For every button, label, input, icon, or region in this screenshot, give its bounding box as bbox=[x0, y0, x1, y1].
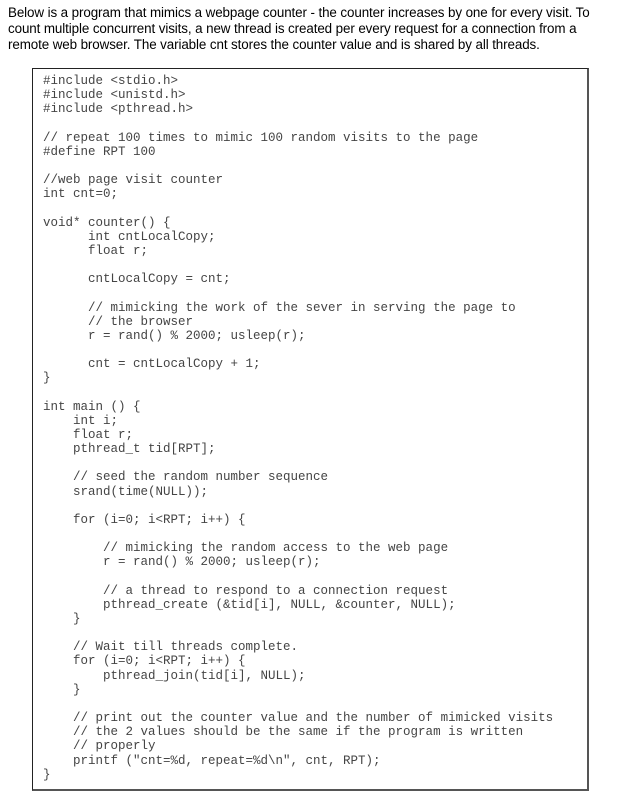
code-line: //web page visit counter bbox=[43, 173, 224, 188]
intro-line: Below is a program that mimics a webpage counter - the counter increases by one for every visit. To bbox=[8, 5, 590, 20]
code-line: pthread_t tid[RPT]; bbox=[43, 442, 216, 457]
code-line: pthread_create (&tid[i], NULL, &counter, NULL); bbox=[43, 597, 456, 612]
code-line bbox=[43, 201, 553, 215]
code-line: srand(time(NULL)); bbox=[43, 484, 209, 499]
code-line bbox=[43, 286, 553, 300]
code-line: float r; bbox=[43, 243, 149, 258]
code-line: void* counter() { bbox=[43, 215, 171, 230]
intro-paragraph bbox=[8, 5, 628, 53]
code-line: #include <stdio.h> bbox=[43, 74, 179, 88]
code-line: int main () { bbox=[43, 399, 141, 414]
code-line bbox=[43, 499, 553, 513]
code-line: // mimicking the work of the sever in serving the page to bbox=[43, 300, 516, 315]
code-line: // a thread to respond to a connection request bbox=[43, 583, 449, 598]
code-line: r = rand() % 2000; usleep(r); bbox=[43, 555, 321, 570]
code-line: int cntLocalCopy; bbox=[43, 229, 216, 244]
code-line: } bbox=[43, 371, 51, 386]
code-line bbox=[43, 116, 553, 130]
code-line bbox=[43, 258, 553, 272]
code-line: pthread_join(tid[i], NULL); bbox=[43, 668, 306, 683]
code-line: // the 2 values should be the same if the program is written bbox=[43, 725, 524, 740]
intro-line: count multiple concurrent visits, a new thread is created per every request for a connection from a bbox=[8, 21, 577, 36]
code-line: for (i=0; i<RPT; i++) { bbox=[43, 512, 246, 527]
code-line: printf ("cnt=%d, repeat=%d\n", cnt, RPT); bbox=[43, 753, 381, 768]
code-line: // mimicking the random access to the web page bbox=[43, 541, 449, 556]
code-line: float r; bbox=[43, 427, 134, 442]
code-line bbox=[43, 626, 553, 640]
code-line: // properly bbox=[43, 739, 156, 754]
code-line: // seed the random number sequence bbox=[43, 470, 329, 485]
code-line bbox=[43, 569, 553, 583]
code-line bbox=[43, 385, 553, 399]
code-line bbox=[43, 343, 553, 357]
code-line: #include <unistd.h> bbox=[43, 88, 186, 103]
code-line: // the browser bbox=[43, 314, 194, 329]
code-listing-box bbox=[32, 68, 589, 791]
code-line: #define RPT 100 bbox=[43, 144, 156, 159]
code-line: // repeat 100 times to mimic 100 random visits to the page bbox=[43, 130, 479, 145]
code-line: } bbox=[43, 767, 51, 782]
code-line: cnt = cntLocalCopy + 1; bbox=[43, 357, 261, 372]
code-line bbox=[43, 527, 553, 541]
code-line: #include <pthread.h> bbox=[43, 102, 194, 117]
code-line: for (i=0; i<RPT; i++) { bbox=[43, 654, 246, 669]
code-line: } bbox=[43, 682, 81, 697]
code-line: int cnt=0; bbox=[43, 187, 119, 202]
code-line: r = rand() % 2000; usleep(r); bbox=[43, 328, 306, 343]
code-line: cntLocalCopy = cnt; bbox=[43, 272, 231, 287]
code-line: // Wait till threads complete. bbox=[43, 640, 299, 655]
code-line: int i; bbox=[43, 413, 119, 428]
code-line bbox=[43, 697, 553, 711]
code-line: // print out the counter value and the number of mimicked visits bbox=[43, 711, 554, 726]
code-line: } bbox=[43, 611, 81, 626]
code-line bbox=[43, 456, 553, 470]
intro-line: remote web browser. The variable cnt stores the counter value and is shared by all threads. bbox=[8, 37, 540, 52]
code-listing bbox=[43, 74, 553, 782]
code-line bbox=[43, 159, 553, 173]
